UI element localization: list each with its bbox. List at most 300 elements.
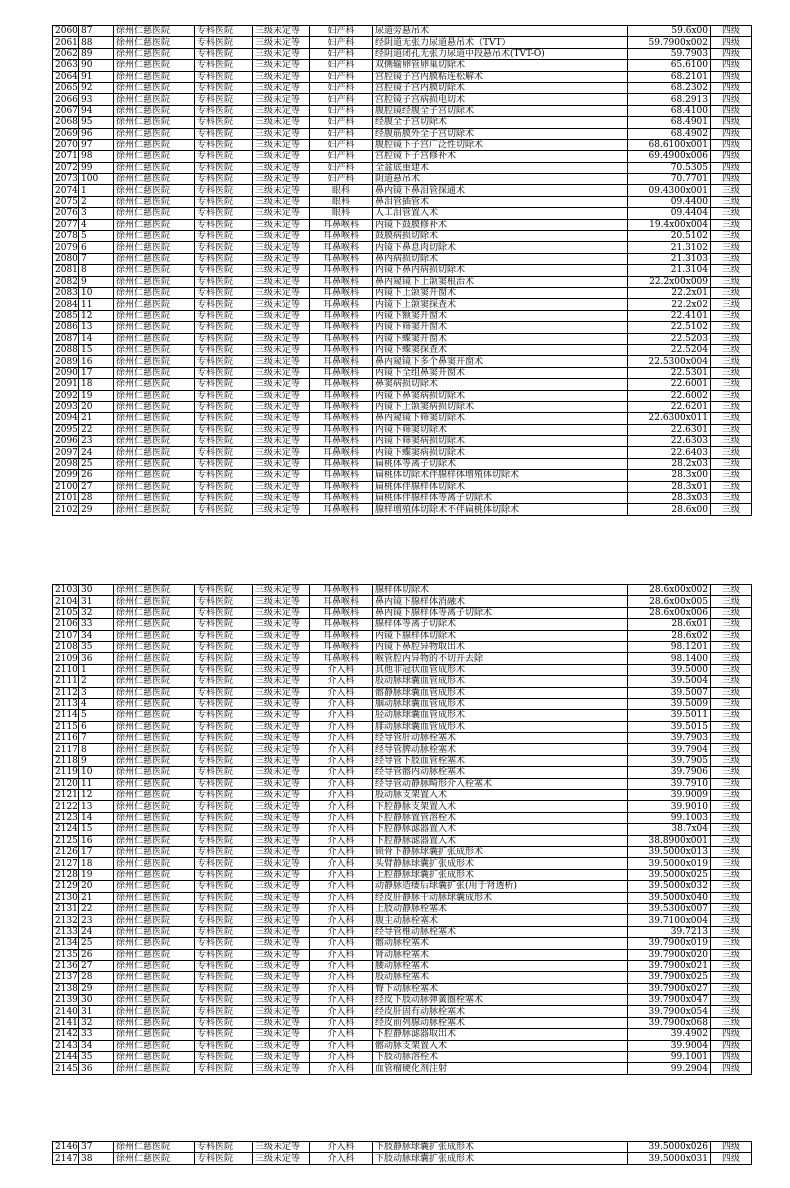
- operation-level-cell: 三级: [711, 493, 752, 504]
- table-row: [53, 607, 752, 618]
- item-index-cell: 15: [79, 824, 114, 835]
- operation-level-cell: 三级: [711, 676, 752, 687]
- department-cell: 介入科: [310, 1006, 373, 1017]
- hospital-grade-cell: 三级未定等: [253, 322, 310, 333]
- hospital-grade-cell: 三级未定等: [253, 128, 310, 139]
- operation-level-cell: 三级: [711, 504, 752, 515]
- hospital-type-cell: 专科医院: [195, 447, 253, 458]
- hospital-type-cell: 专科医院: [195, 1142, 253, 1153]
- hospital-type-cell: 专科医院: [195, 333, 253, 344]
- hospital-type-cell: 专科医院: [195, 744, 253, 755]
- hospital-name-cell: 徐州仁慈医院: [114, 835, 195, 846]
- procedure-code-cell: 39.7100x004: [628, 915, 711, 926]
- hospital-grade-cell: 三级未定等: [253, 835, 310, 846]
- procedure-name-cell: 宫腔镜下子宫修补术: [373, 151, 628, 162]
- table-row: [53, 253, 752, 264]
- table-row: [53, 424, 752, 435]
- hospital-grade-cell: 三级未定等: [253, 938, 310, 949]
- procedure-name-cell: 股动脉栓塞术: [373, 972, 628, 983]
- row-number-cell: 2114: [53, 710, 79, 721]
- hospital-name-cell: 徐州仁慈医院: [114, 219, 195, 230]
- table-row: [53, 470, 752, 481]
- item-index-cell: 37: [79, 1142, 114, 1153]
- department-cell: 介入科: [310, 767, 373, 778]
- operation-level-cell: 三级: [711, 744, 752, 755]
- item-index-cell: 35: [79, 1052, 114, 1063]
- hospital-name-cell: 徐州仁慈医院: [114, 596, 195, 607]
- procedure-code-cell: 28.6x00x005: [628, 596, 711, 607]
- row-number-cell: 2090: [53, 367, 79, 378]
- procedure-code-cell: 65.6100: [628, 60, 711, 71]
- procedure-code-cell: 68.4902: [628, 128, 711, 139]
- procedure-name-cell: 腹腔镜经腹全子宫切除术: [373, 105, 628, 116]
- operation-level-cell: 四级: [711, 60, 752, 71]
- department-cell: 介入科: [310, 812, 373, 823]
- procedure-name-cell: 内镜下筛窦开窗术: [373, 322, 628, 333]
- hospital-grade-cell: 三级未定等: [253, 117, 310, 128]
- hospital-grade-cell: 三级未定等: [253, 960, 310, 971]
- hospital-type-cell: 专科医院: [195, 413, 253, 424]
- row-number-cell: 2083: [53, 287, 79, 298]
- hospital-name-cell: 徐州仁慈医院: [114, 824, 195, 835]
- operation-level-cell: 三级: [711, 835, 752, 846]
- row-number-cell: 2091: [53, 379, 79, 390]
- procedure-code-cell: 99.1001: [628, 1052, 711, 1063]
- table-row: [53, 1006, 752, 1017]
- hospital-name-cell: 徐州仁慈医院: [114, 915, 195, 926]
- table-row: [53, 94, 752, 105]
- item-index-cell: 2: [79, 196, 114, 207]
- hospital-type-cell: 专科医院: [195, 139, 253, 150]
- table-row: [53, 242, 752, 253]
- procedure-code-cell: 69.4900x006: [628, 151, 711, 162]
- procedure-name-cell: 下肢动脉溶栓术: [373, 1052, 628, 1063]
- table-row: [53, 641, 752, 652]
- department-cell: 介入科: [310, 926, 373, 937]
- hospital-type-cell: 专科医院: [195, 1052, 253, 1063]
- table-row: [53, 413, 752, 424]
- item-index-cell: 32: [79, 607, 114, 618]
- operation-level-cell: 三级: [711, 926, 752, 937]
- department-cell: 耳鼻喉科: [310, 253, 373, 264]
- row-number-cell: 2122: [53, 801, 79, 812]
- operation-level-cell: 四级: [711, 174, 752, 185]
- procedure-name-cell: 髂动脉支架置入术: [373, 1040, 628, 1051]
- operation-level-cell: 三级: [711, 698, 752, 709]
- operation-level-cell: 三级: [711, 858, 752, 869]
- hospital-type-cell: 专科医院: [195, 504, 253, 515]
- hospital-name-cell: 徐州仁慈医院: [114, 208, 195, 219]
- item-index-cell: 10: [79, 287, 114, 298]
- row-number-cell: 2098: [53, 458, 79, 469]
- department-cell: 介入科: [310, 676, 373, 687]
- hospital-grade-cell: 三级未定等: [253, 790, 310, 801]
- table-row: [53, 664, 752, 675]
- item-index-cell: 25: [79, 938, 114, 949]
- procedure-code-cell: 39.7900x021: [628, 960, 711, 971]
- row-number-cell: 2062: [53, 48, 79, 59]
- table-row: [53, 892, 752, 903]
- hospital-name-cell: 徐州仁慈医院: [114, 117, 195, 128]
- operation-level-cell: 四级: [711, 26, 752, 37]
- row-number-cell: 2139: [53, 995, 79, 1006]
- hospital-type-cell: 专科医院: [195, 1040, 253, 1051]
- operation-level-cell: 三级: [711, 619, 752, 630]
- row-number-cell: 2144: [53, 1052, 79, 1063]
- hospital-type-cell: 专科医院: [195, 653, 253, 664]
- operation-level-cell: 三级: [711, 185, 752, 196]
- procedure-name-cell: 经腹全子宫切除术: [373, 117, 628, 128]
- row-number-cell: 2073: [53, 174, 79, 185]
- item-index-cell: 28: [79, 972, 114, 983]
- hospital-type-cell: 专科医院: [195, 253, 253, 264]
- table-body: [53, 585, 752, 1075]
- procedure-code-cell: 39.7900x047: [628, 995, 711, 1006]
- department-cell: 妇产科: [310, 117, 373, 128]
- item-index-cell: 6: [79, 242, 114, 253]
- hospital-type-cell: 专科医院: [195, 458, 253, 469]
- operation-level-cell: 四级: [711, 1029, 752, 1040]
- row-number-cell: 2110: [53, 664, 79, 675]
- hospital-name-cell: 徐州仁慈医院: [114, 1040, 195, 1051]
- table-row: [53, 367, 752, 378]
- procedure-code-cell: 21.3102: [628, 242, 711, 253]
- procedure-code-cell: 28.6x00x006: [628, 607, 711, 618]
- table-row: [53, 162, 752, 173]
- department-cell: 妇产科: [310, 48, 373, 59]
- hospital-grade-cell: 三级未定等: [253, 390, 310, 401]
- operation-level-cell: 三级: [711, 436, 752, 447]
- procedure-name-cell: 腓动脉球囊血管成形术: [373, 721, 628, 732]
- department-cell: 介入科: [310, 1063, 373, 1074]
- operation-level-cell: 三级: [711, 995, 752, 1006]
- row-number-cell: 2145: [53, 1063, 79, 1074]
- hospital-name-cell: 徐州仁慈医院: [114, 744, 195, 755]
- procedure-code-cell: 39.5000x031: [628, 1153, 711, 1164]
- table-row: [53, 26, 752, 37]
- hospital-grade-cell: 三级未定等: [253, 653, 310, 664]
- operation-level-cell: 三级: [711, 892, 752, 903]
- operation-level-cell: 三级: [711, 458, 752, 469]
- procedure-name-cell: 下腔静脉支架置入术: [373, 801, 628, 812]
- procedure-name-cell: 鼻内窥镜下上颌窦根治术: [373, 276, 628, 287]
- row-number-cell: 2115: [53, 721, 79, 732]
- table-row: [53, 299, 752, 310]
- item-index-cell: 98: [79, 151, 114, 162]
- table-row: [53, 972, 752, 983]
- operation-level-cell: 四级: [711, 94, 752, 105]
- procedure-name-cell: 上腔静脉球囊扩张成形术: [373, 869, 628, 880]
- department-cell: 妇产科: [310, 60, 373, 71]
- department-cell: 妇产科: [310, 174, 373, 185]
- hospital-name-cell: 徐州仁慈医院: [114, 447, 195, 458]
- row-number-cell: 2068: [53, 117, 79, 128]
- item-index-cell: 30: [79, 995, 114, 1006]
- hospital-grade-cell: 三级未定等: [253, 1142, 310, 1153]
- hospital-name-cell: 徐州仁慈医院: [114, 310, 195, 321]
- operation-level-cell: 三级: [711, 949, 752, 960]
- hospital-name-cell: 徐州仁慈医院: [114, 1063, 195, 1074]
- hospital-type-cell: 专科医院: [195, 1029, 253, 1040]
- operation-level-cell: 三级: [711, 265, 752, 276]
- table-row: [53, 869, 752, 880]
- operation-level-cell: 三级: [711, 778, 752, 789]
- hospital-grade-cell: 三级未定等: [253, 424, 310, 435]
- item-index-cell: 34: [79, 630, 114, 641]
- hospital-grade-cell: 三级未定等: [253, 139, 310, 150]
- operation-level-cell: 三级: [711, 915, 752, 926]
- operation-level-cell: 三级: [711, 310, 752, 321]
- hospital-name-cell: 徐州仁慈医院: [114, 846, 195, 857]
- procedure-code-cell: 39.4902: [628, 1029, 711, 1040]
- hospital-grade-cell: 三级未定等: [253, 470, 310, 481]
- item-index-cell: 27: [79, 481, 114, 492]
- row-number-cell: 2113: [53, 698, 79, 709]
- hospital-name-cell: 徐州仁慈医院: [114, 1029, 195, 1040]
- procedure-name-cell: 下肢动脉球囊扩张成形术: [373, 1153, 628, 1164]
- hospital-grade-cell: 三级未定等: [253, 196, 310, 207]
- row-number-cell: 2126: [53, 846, 79, 857]
- operation-level-cell: 三级: [711, 1006, 752, 1017]
- procedure-code-cell: 39.5000x013: [628, 846, 711, 857]
- department-cell: 介入科: [310, 687, 373, 698]
- procedure-name-cell: 腹腔镜下子宫广泛性切除术: [373, 139, 628, 150]
- hospital-grade-cell: 三级未定等: [253, 1153, 310, 1164]
- procedure-name-cell: 经导管髂内动脉栓塞术: [373, 767, 628, 778]
- procedure-code-cell: 22.5204: [628, 344, 711, 355]
- row-number-cell: 2063: [53, 60, 79, 71]
- procedure-name-cell: 内镜下上颌窦开窗术: [373, 287, 628, 298]
- procedure-name-cell: 鼻内镜下腺样体消融术: [373, 596, 628, 607]
- row-number-cell: 2135: [53, 949, 79, 960]
- row-number-cell: 2106: [53, 619, 79, 630]
- operation-level-cell: 三级: [711, 801, 752, 812]
- row-number-cell: 2129: [53, 881, 79, 892]
- procedure-code-cell: 28.6x01: [628, 619, 711, 630]
- row-number-cell: 2123: [53, 812, 79, 823]
- procedure-code-cell: 98.1201: [628, 641, 711, 652]
- hospital-type-cell: 专科医院: [195, 949, 253, 960]
- row-number-cell: 2085: [53, 310, 79, 321]
- hospital-type-cell: 专科医院: [195, 619, 253, 630]
- hospital-name-cell: 徐州仁慈医院: [114, 504, 195, 515]
- hospital-grade-cell: 三级未定等: [253, 458, 310, 469]
- procedure-name-cell: 经皮前列腺动脉栓塞术: [373, 1017, 628, 1028]
- department-cell: 介入科: [310, 995, 373, 1006]
- table-row: [53, 653, 752, 664]
- hospital-grade-cell: 三级未定等: [253, 253, 310, 264]
- department-cell: 妇产科: [310, 139, 373, 150]
- row-number-cell: 2125: [53, 835, 79, 846]
- department-cell: 耳鼻喉科: [310, 424, 373, 435]
- table-row: [53, 630, 752, 641]
- hospital-type-cell: 专科医院: [195, 82, 253, 93]
- procedure-code-cell: 39.7900x027: [628, 983, 711, 994]
- operation-level-cell: 三级: [711, 881, 752, 892]
- hospital-name-cell: 徐州仁慈医院: [114, 458, 195, 469]
- operation-level-cell: 三级: [711, 424, 752, 435]
- hospital-grade-cell: 三级未定等: [253, 82, 310, 93]
- item-index-cell: 28: [79, 493, 114, 504]
- item-index-cell: 16: [79, 356, 114, 367]
- procedure-name-cell: 内镜下鼓膜修补术: [373, 219, 628, 230]
- department-cell: 介入科: [310, 835, 373, 846]
- table-row: [53, 733, 752, 744]
- hospital-type-cell: 专科医院: [195, 26, 253, 37]
- operation-level-cell: 三级: [711, 299, 752, 310]
- row-number-cell: 2120: [53, 778, 79, 789]
- operation-level-cell: 三级: [711, 344, 752, 355]
- table-row: [53, 401, 752, 412]
- operation-level-cell: 三级: [711, 824, 752, 835]
- row-number-cell: 2070: [53, 139, 79, 150]
- procedure-name-cell: 髂动脉栓塞术: [373, 938, 628, 949]
- operation-level-cell: 三级: [711, 242, 752, 253]
- hospital-name-cell: 徐州仁慈医院: [114, 733, 195, 744]
- item-index-cell: 36: [79, 653, 114, 664]
- procedure-name-cell: 髂静脉球囊血管成形术: [373, 687, 628, 698]
- table-row: [53, 687, 752, 698]
- item-index-cell: 97: [79, 139, 114, 150]
- procedure-name-cell: 臀下动脉栓塞术: [373, 983, 628, 994]
- row-number-cell: 2100: [53, 481, 79, 492]
- item-index-cell: 19: [79, 869, 114, 880]
- department-cell: 耳鼻喉科: [310, 219, 373, 230]
- procedure-code-cell: 39.5015: [628, 721, 711, 732]
- row-number-cell: 2104: [53, 596, 79, 607]
- row-number-cell: 2060: [53, 26, 79, 37]
- hospital-type-cell: 专科医院: [195, 196, 253, 207]
- hospital-grade-cell: 三级未定等: [253, 926, 310, 937]
- hospital-type-cell: 专科医院: [195, 401, 253, 412]
- item-index-cell: 4: [79, 698, 114, 709]
- hospital-name-cell: 徐州仁慈医院: [114, 82, 195, 93]
- hospital-name-cell: 徐州仁慈医院: [114, 196, 195, 207]
- table-row: [53, 744, 752, 755]
- department-cell: 耳鼻喉科: [310, 493, 373, 504]
- item-index-cell: 18: [79, 379, 114, 390]
- procedure-name-cell: 鼻内镜下腺样体等离子切除术: [373, 607, 628, 618]
- row-number-cell: 2089: [53, 356, 79, 367]
- hospital-grade-cell: 三级未定等: [253, 151, 310, 162]
- procedure-name-cell: 宫腔镜子宫病损电切术: [373, 94, 628, 105]
- item-index-cell: 31: [79, 1006, 114, 1017]
- hospital-name-cell: 徐州仁慈医院: [114, 653, 195, 664]
- hospital-name-cell: 徐州仁慈医院: [114, 322, 195, 333]
- row-number-cell: 2138: [53, 983, 79, 994]
- table-row: [53, 619, 752, 630]
- hospital-name-cell: 徐州仁慈医院: [114, 424, 195, 435]
- hospital-type-cell: 专科医院: [195, 767, 253, 778]
- hospital-grade-cell: 三级未定等: [253, 846, 310, 857]
- department-cell: 介入科: [310, 1052, 373, 1063]
- hospital-name-cell: 徐州仁慈医院: [114, 983, 195, 994]
- hospital-type-cell: 专科医院: [195, 94, 253, 105]
- hospital-grade-cell: 三级未定等: [253, 687, 310, 698]
- procedure-code-cell: 22.2x00x009: [628, 276, 711, 287]
- hospital-type-cell: 专科医院: [195, 208, 253, 219]
- table-row: [53, 504, 752, 515]
- row-number-cell: 2111: [53, 676, 79, 687]
- item-index-cell: 87: [79, 26, 114, 37]
- hospital-grade-cell: 三级未定等: [253, 801, 310, 812]
- table-row: [53, 858, 752, 869]
- row-number-cell: 2131: [53, 903, 79, 914]
- department-cell: 介入科: [310, 938, 373, 949]
- operation-level-cell: 三级: [711, 276, 752, 287]
- procedure-code-cell: 39.7910: [628, 778, 711, 789]
- operation-level-cell: 三级: [711, 960, 752, 971]
- procedure-code-cell: 70.5305: [628, 162, 711, 173]
- hospital-type-cell: 专科医院: [195, 470, 253, 481]
- table-row: [53, 344, 752, 355]
- department-cell: 介入科: [310, 778, 373, 789]
- row-number-cell: 2146: [53, 1142, 79, 1153]
- hospital-type-cell: 专科医院: [195, 596, 253, 607]
- item-index-cell: 4: [79, 219, 114, 230]
- hospital-type-cell: 专科医院: [195, 676, 253, 687]
- operation-level-cell: 三级: [711, 972, 752, 983]
- hospital-name-cell: 徐州仁慈医院: [114, 481, 195, 492]
- row-number-cell: 2081: [53, 265, 79, 276]
- row-number-cell: 2096: [53, 436, 79, 447]
- department-cell: 耳鼻喉科: [310, 231, 373, 242]
- procedure-name-cell: 鼓膜病损切除术: [373, 231, 628, 242]
- procedure-code-cell: 59.7903: [628, 48, 711, 59]
- hospital-name-cell: 徐州仁慈医院: [114, 493, 195, 504]
- row-number-cell: 2116: [53, 733, 79, 744]
- item-index-cell: 23: [79, 915, 114, 926]
- item-index-cell: 26: [79, 470, 114, 481]
- item-index-cell: 19: [79, 390, 114, 401]
- hospital-grade-cell: 三级未定等: [253, 903, 310, 914]
- item-index-cell: 8: [79, 265, 114, 276]
- table-row: [53, 801, 752, 812]
- hospital-grade-cell: 三级未定等: [253, 436, 310, 447]
- table-row: [53, 926, 752, 937]
- hospital-name-cell: 徐州仁慈医院: [114, 1153, 195, 1164]
- table-row: [53, 82, 752, 93]
- hospital-grade-cell: 三级未定等: [253, 1052, 310, 1063]
- hospital-type-cell: 专科医院: [195, 105, 253, 116]
- department-cell: 妇产科: [310, 82, 373, 93]
- row-number-cell: 2094: [53, 413, 79, 424]
- department-cell: 耳鼻喉科: [310, 379, 373, 390]
- department-cell: 介入科: [310, 1029, 373, 1040]
- department-cell: 介入科: [310, 972, 373, 983]
- hospital-type-cell: 专科医院: [195, 242, 253, 253]
- hospital-name-cell: 徐州仁慈医院: [114, 972, 195, 983]
- hospital-type-cell: 专科医院: [195, 276, 253, 287]
- row-number-cell: 2141: [53, 1017, 79, 1028]
- operation-level-cell: 三级: [711, 1017, 752, 1028]
- hospital-type-cell: 专科医院: [195, 322, 253, 333]
- hospital-type-cell: 专科医院: [195, 664, 253, 675]
- item-index-cell: 88: [79, 37, 114, 48]
- hospital-name-cell: 徐州仁慈医院: [114, 60, 195, 71]
- hospital-name-cell: 徐州仁慈医院: [114, 892, 195, 903]
- hospital-grade-cell: 三级未定等: [253, 778, 310, 789]
- row-number-cell: 2080: [53, 253, 79, 264]
- procedure-code-cell: 39.7900x025: [628, 972, 711, 983]
- row-number-cell: 2137: [53, 972, 79, 983]
- item-index-cell: 14: [79, 333, 114, 344]
- operation-level-cell: 三级: [711, 903, 752, 914]
- row-number-cell: 2092: [53, 390, 79, 401]
- operation-level-cell: 三级: [711, 287, 752, 298]
- hospital-type-cell: 专科医院: [195, 972, 253, 983]
- hospital-type-cell: 专科医院: [195, 881, 253, 892]
